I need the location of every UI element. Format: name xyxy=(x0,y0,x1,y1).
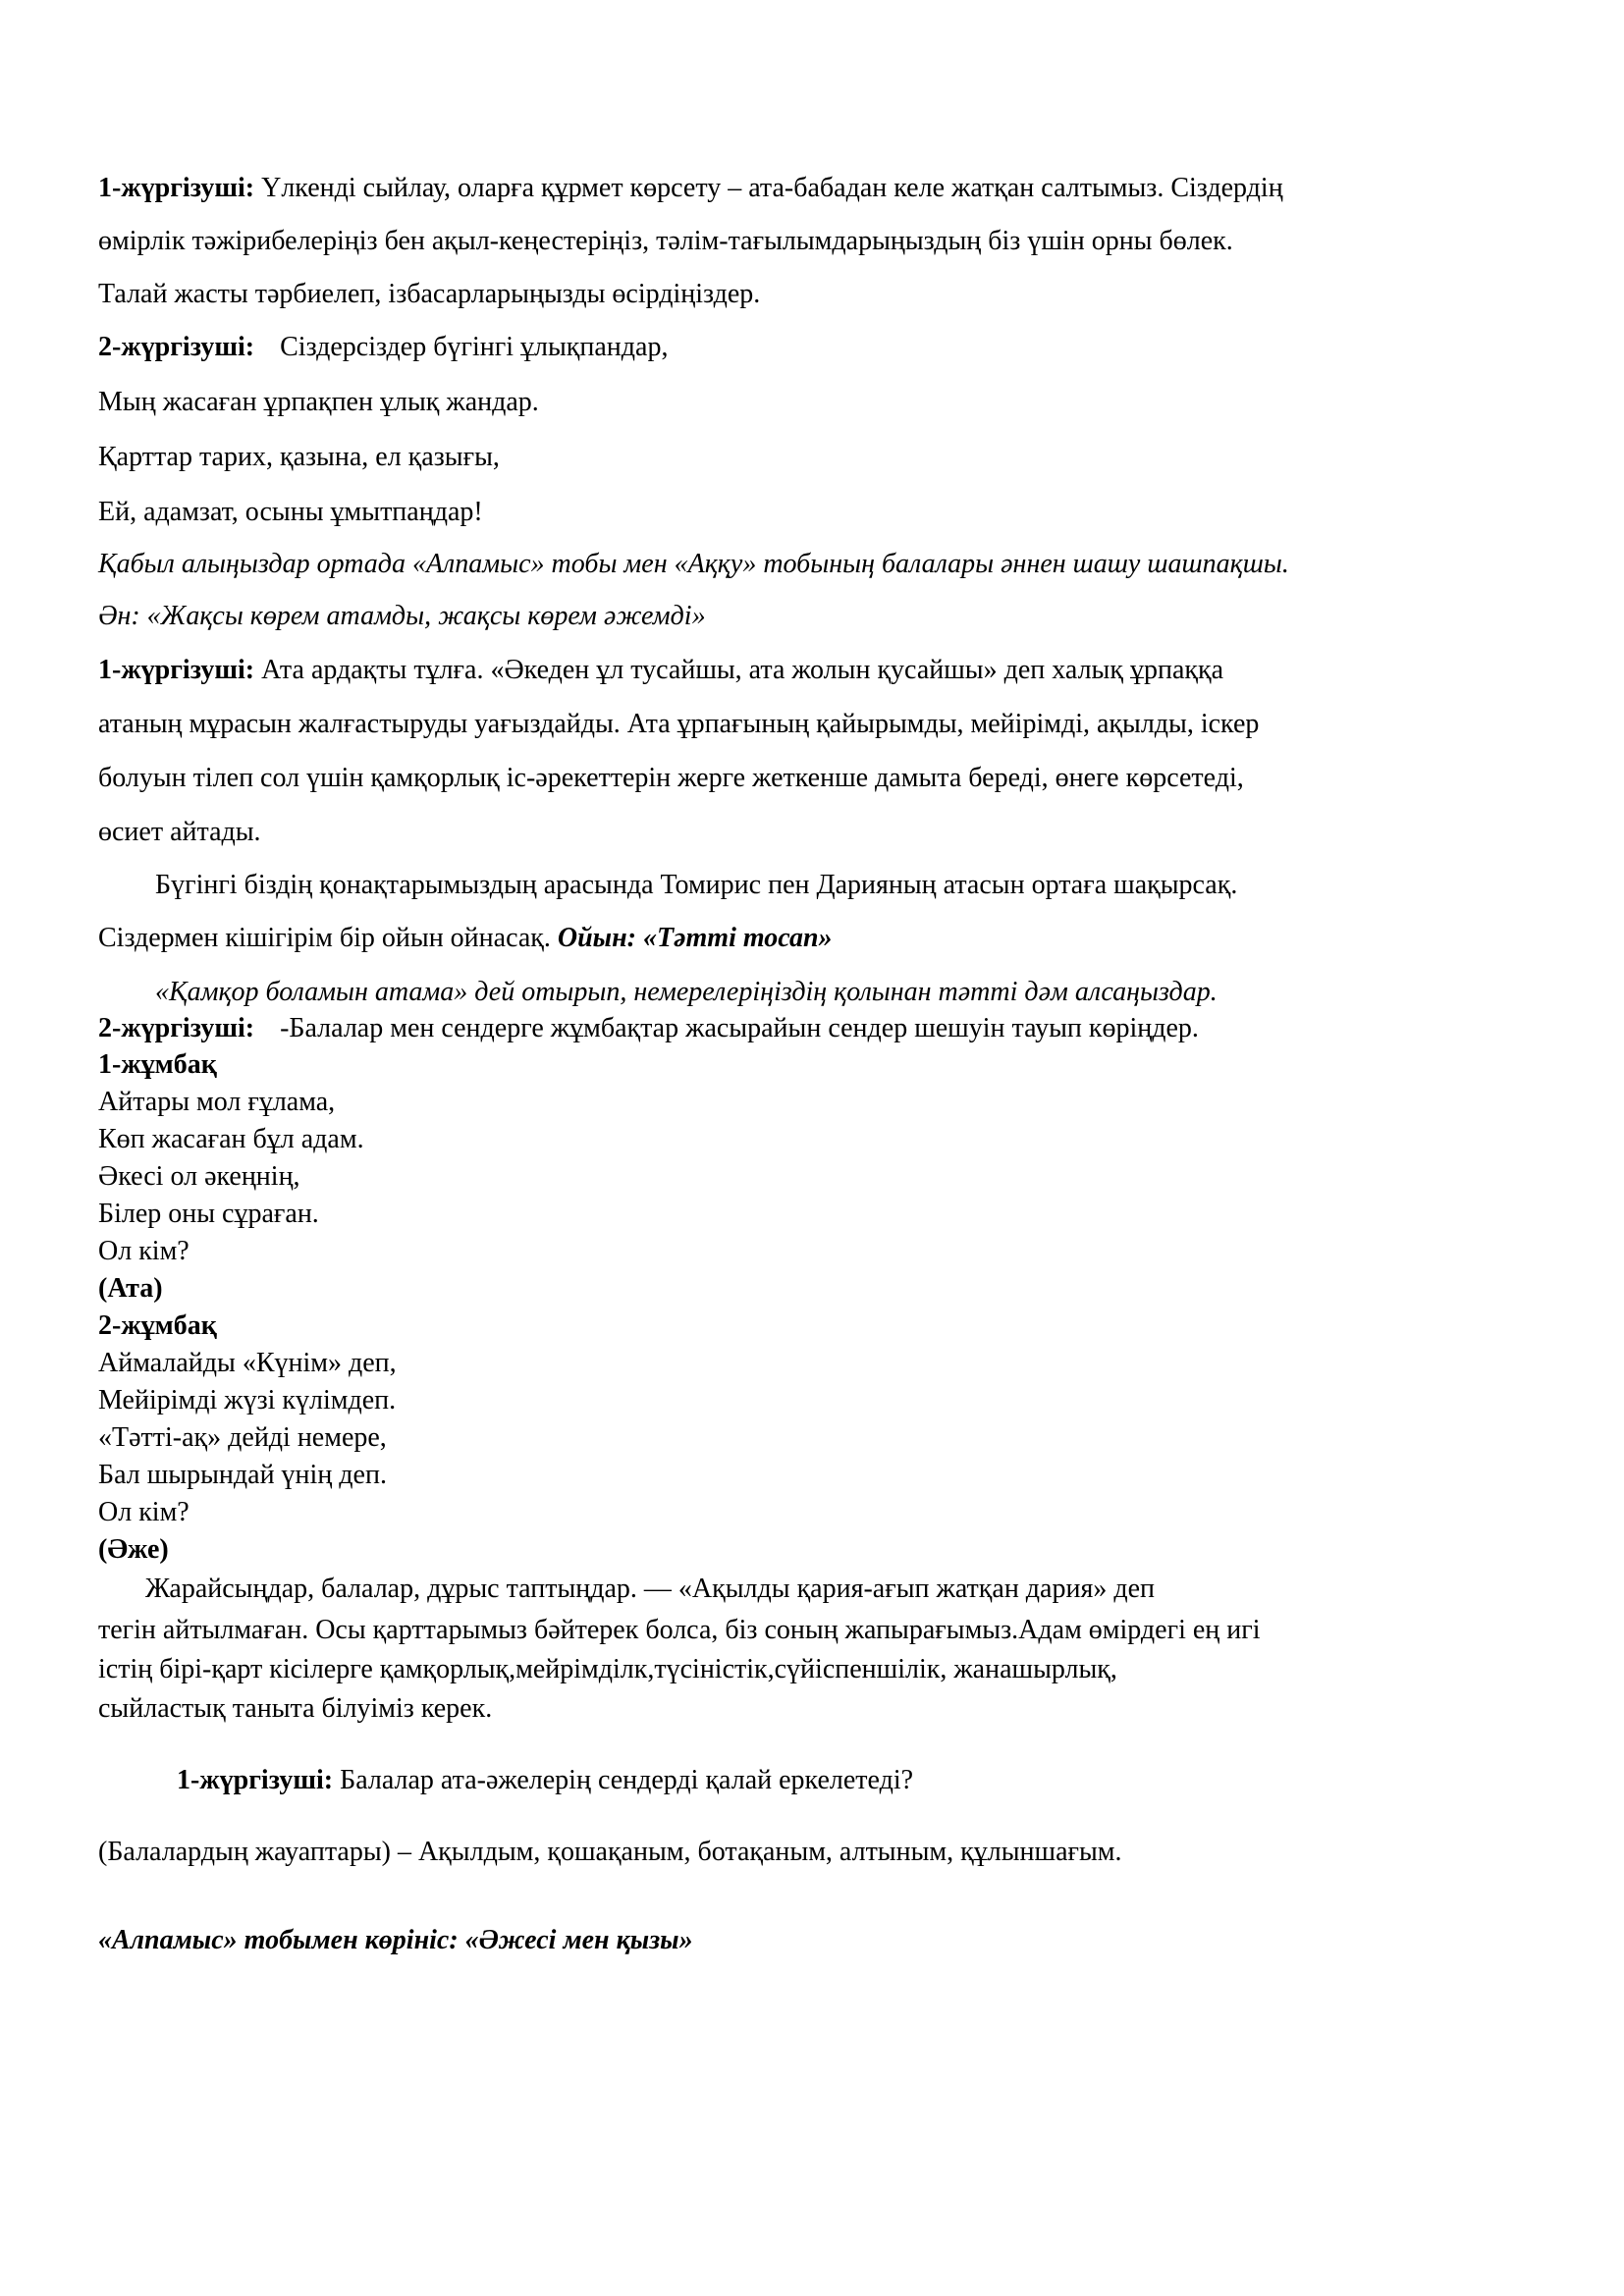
paragraph-line: сыйластық таныта білуіміз керек. xyxy=(98,1693,493,1724)
riddle-line: Көп жасаған бұл адам. xyxy=(98,1124,364,1154)
paragraph-line xyxy=(98,175,1283,202)
paragraph-line: өсиет айтады. xyxy=(98,817,261,847)
paragraph-text: Сіздермен кішігірім бір ойын ойнасақ. xyxy=(98,923,558,953)
riddle-line: Бал шырындай үнің деп. xyxy=(98,1460,387,1490)
paragraph-line: болуын тілеп сол үшін қамқорлық іс-әрекеттерін жерге жеткенше дамыта береді, өнеге көрсетеді, xyxy=(98,763,1244,793)
paragraph-line: атаның мұрасын жалғастыруды уағыздайды. Ата ұрпағының қайырымды, мейірімді, ақылды, іскер xyxy=(98,709,1260,739)
poem-line: Мың жасаған ұрпақпен ұлық жандар. xyxy=(98,387,539,417)
paragraph-line xyxy=(98,657,1223,684)
poem-line: Сіздерсіздер бүгінгі ұлықпандар, xyxy=(280,332,669,362)
speaker-label: 2-жүргізуші: xyxy=(98,1013,255,1043)
riddle-line: Ол кім? xyxy=(98,1236,189,1266)
answers-line: (Балалардың жауаптары) – Ақылдым, қошақаным, ботақаным, алтыным, құлыншағым. xyxy=(98,1837,1122,1867)
paragraph-line: тегін айтылмаған. Осы қарттарымыз бәйтерек болса, біз соның жапырағымыз.Адам өмірдегі ең игі xyxy=(98,1615,1261,1645)
riddle-line: Аймалайды «Күнім» деп, xyxy=(98,1348,397,1378)
paragraph-line: Бүгінгі біздің қонақтарымыздың арасында Томирис пен Дарияның атасын ортаға шақырсақ. xyxy=(155,870,1238,900)
paragraph-text: Үлкенді сыйлау, оларға құрмет көрсету – ата-бабадан келе жатқан салтымыз. Сіздердің xyxy=(254,173,1283,203)
paragraph-line xyxy=(98,925,833,952)
speaker-label: 1-жүргізуші: xyxy=(98,173,255,203)
poem-line: Қарттар тарих, қазына, ел қазығы, xyxy=(98,442,500,472)
scene-title: «Алпамыс» тобымен көрініс: «Әжесі мен қызы» xyxy=(98,1925,693,1955)
riddle-title: 2-жұмбақ xyxy=(98,1310,217,1341)
riddle-line: Әкесі ол әкеңнің, xyxy=(98,1161,300,1192)
riddle-answer: (Ата) xyxy=(98,1273,163,1304)
paragraph-line xyxy=(98,1015,1199,1042)
speaker-label: 1-жүргізуші: xyxy=(98,655,255,685)
paragraph-text: Балалар ата-әжелерің сендерді қалай еркелетеді? xyxy=(333,1765,914,1795)
italic-line: Ән: «Жақсы көрем атамды, жақсы көрем әжемді» xyxy=(98,601,706,631)
poem-line: Ей, адамзат, осыны ұмытпаңдар! xyxy=(98,497,483,527)
paragraph-line: істің бірі-қарт кісілерге қамқорлық,мейрімділк,түсіністік,сүйіспеншілік, жанашырлық, xyxy=(98,1654,1117,1684)
paragraph-line: Жарайсыңдар, балалар, дұрыс таптыңдар. — «Ақылды қария-ағып жатқан дария» деп xyxy=(145,1574,1156,1604)
riddle-title: 1-жұмбақ xyxy=(98,1049,217,1080)
riddle-line: Айтары мол ғұлама, xyxy=(98,1087,336,1117)
paragraph-line: өмірлік тәжірибелеріңіз бен ақыл-кеңестеріңіз, тәлім-тағылымдарыңыздың біз үшін орны бөлек. xyxy=(98,226,1233,256)
speaker-label: 2-жүргізуші: xyxy=(98,332,255,362)
riddle-line: Мейірімді жүзі күлімдеп. xyxy=(98,1385,397,1415)
paragraph-line xyxy=(177,1767,913,1794)
paragraph-line xyxy=(98,334,668,361)
riddle-line: Білер оны сұраған. xyxy=(98,1199,319,1229)
riddle-line: Ол кім? xyxy=(98,1497,189,1527)
paragraph-text: -Балалар мен сендерге жұмбақтар жасырайын сендер шешуін тауып көріңдер. xyxy=(280,1013,1199,1043)
riddle-line: «Тәтті-ақ» дейді немере, xyxy=(98,1422,387,1453)
riddle-answer: (Әже) xyxy=(98,1534,169,1565)
paragraph-text: Ата ардақты тұлға. «Әкеден ұл тусайшы, ата жолын қусайшы» деп халық ұрпаққа xyxy=(254,655,1223,685)
speaker-label: 1-жүргізуші: xyxy=(177,1765,334,1795)
paragraph-line: Талай жасты тәрбиелеп, ізбасарларыңызды өсірдіңіздер. xyxy=(98,279,761,309)
game-title: Ойын: «Тәтті тосап» xyxy=(557,923,833,953)
italic-line: «Қамқор боламын атама» дей отырып, немерелеріңіздің қолынан тәтті дәм алсаңыздар. xyxy=(155,977,1218,1007)
italic-line: Қабыл алыңыздар ортада «Алпамыс» тобы мен «Аққу» тобының балалары әннен шашу шашпақшы. xyxy=(98,549,1289,579)
